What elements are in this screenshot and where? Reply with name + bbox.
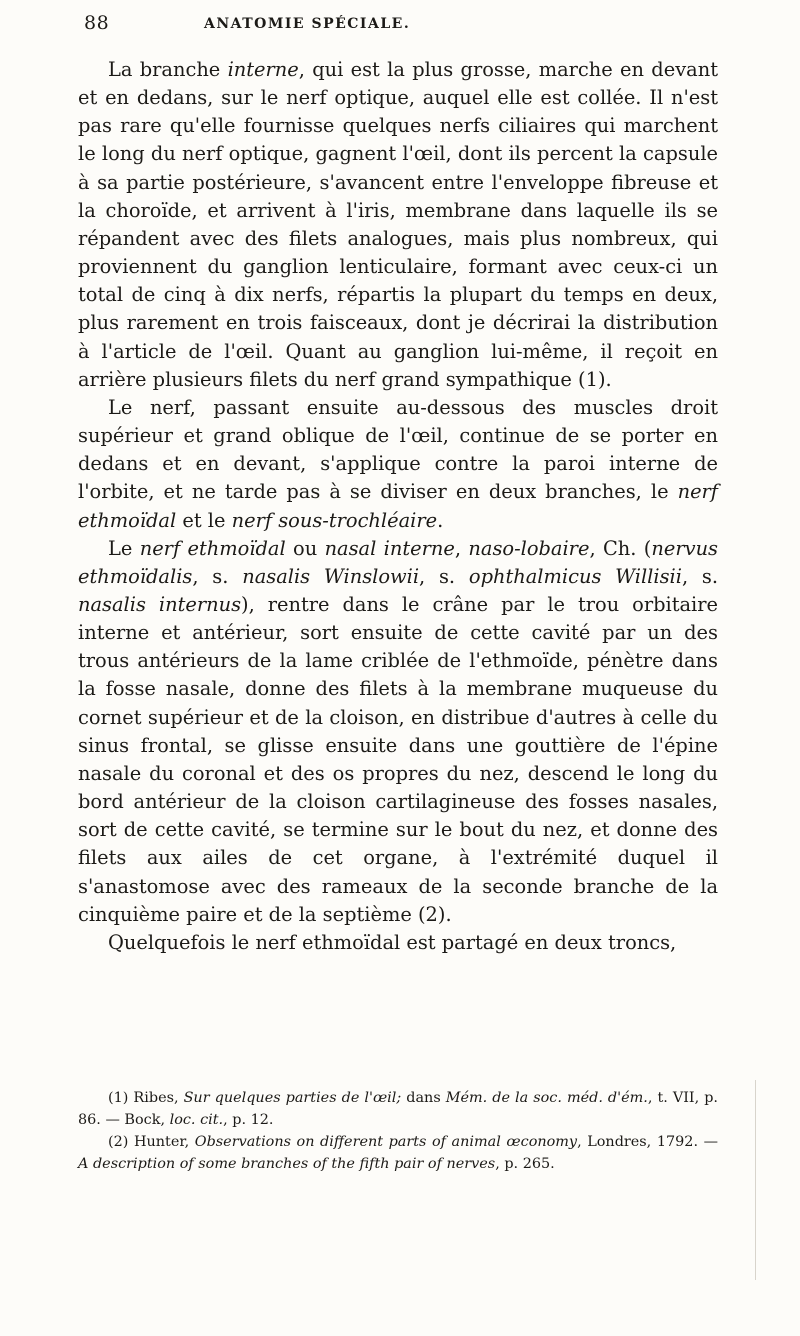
- text-run: ,: [454, 536, 469, 560]
- footnotes: [78, 1087, 718, 1175]
- text-run: , qui est la plus grosse, marche en devant et en dedans, sur le nerf optique, auquel elle est collée. Il n'est pas rare qu'elle fournisse quelques nerfs ciliaires qui marchent le long du nerf optique, gagnent l'œil, dont ils percent la capsule à sa partie postérieure, s'avancent entre l'enveloppe fibreuse et la choroïde, et arrivent à l'iris, membrane dans laquelle ils se répandent avec des filets analogues, mais plus nombreux, qui proviennent du ganglion lenticulaire, formant avec ceux-ci un total de cinq à dix nerfs, répartis la plupart du temps en deux, plus rarement en trois faisceaux, dont je décrirai la distribution à l'article de l'œil. Quant au ganglion lui-même, il reçoit en arrière plusieurs filets du nerf grand sympathique (1).: [78, 58, 718, 391]
- text-run: , s.: [192, 564, 243, 588]
- paragraph: [78, 394, 718, 535]
- text-run: (1) Ribes,: [108, 1090, 184, 1106]
- paragraph: [78, 56, 718, 394]
- italic-text: nasal interne: [324, 536, 455, 560]
- text-run: .: [437, 508, 444, 532]
- paragraph: [78, 929, 718, 957]
- text-run: Le nerf, passant ensuite au-dessous des muscles droit supérieur et grand oblique de l'œil, continue de se porter en dedans et en devant, s'applique contre la paroi interne de l'orbite, et ne tarde pas à se diviser en deux branches, le: [78, 395, 718, 504]
- footnote: [78, 1131, 718, 1175]
- text-run: , Londres, 1792. —: [577, 1134, 718, 1150]
- italic-text: interne: [227, 58, 299, 81]
- italic-text: Sur quelques parties de l'œil;: [183, 1090, 402, 1106]
- text-run: Quelquefois le nerf ethmoïdal est partagé en deux troncs,: [108, 930, 677, 954]
- italic-text: A description of some branches of the fifth pair of nerves: [78, 1156, 496, 1172]
- italic-text: nerf ethmoïdal: [78, 480, 718, 532]
- text-run: , s.: [419, 564, 469, 588]
- italic-text: Mém. de la soc. méd. d'ém.: [445, 1090, 648, 1106]
- text-run: , t. VII, p. 86. — Bock,: [78, 1090, 718, 1128]
- page-header: [84, 12, 724, 42]
- text-run: ou: [285, 536, 325, 560]
- italic-text: nerf ethmoïdal: [139, 536, 286, 560]
- text-run: (2) Hunter,: [108, 1134, 195, 1150]
- running-title: ANATOMIE SPÉCIALE.: [204, 16, 411, 32]
- italic-text: naso-lobaire: [468, 536, 590, 560]
- paragraph: [78, 535, 718, 929]
- text-run: dans: [401, 1090, 446, 1106]
- text-run: , p. 12.: [223, 1112, 274, 1128]
- text-run: , p. 265.: [495, 1156, 555, 1172]
- text-run: , Ch. (: [589, 536, 652, 560]
- page-number: 88: [84, 12, 110, 34]
- italic-text: nasalis internus: [78, 592, 242, 616]
- italic-text: nervus ethmoïdalis: [78, 536, 719, 588]
- text-run: , s.: [681, 564, 719, 588]
- italic-text: nasalis Winslowii: [242, 564, 420, 588]
- margin-line: [755, 1080, 762, 1280]
- italic-text: nerf sous-trochléaire: [231, 508, 438, 532]
- footnote: [78, 1087, 718, 1131]
- text-run: et le: [176, 508, 232, 532]
- text-run: Le: [108, 536, 140, 560]
- italic-text: ophthalmicus Willisii: [468, 564, 682, 588]
- italic-text: loc. cit.: [169, 1112, 224, 1128]
- text-run: ), rentre dans le crâne par le trou orbitaire interne et antérieur, sort ensuite de cette cavité par un des trous antérieurs de la lame criblée de l'ethmoïde, pénètre dans la fosse nasale, donne des filets à la membrane muqueuse du cornet supérieur et de la cloison, en distribue d'autres à celle du sinus frontal, se glisse ensuite dans une gouttière de l'épine nasale du coronal et des os propres du nez, descend le long du bord antérieur de la cloison cartilagineuse des fosses nasales, sort de cette cavité, se termine sur le bout du nez, et donne des filets aux ailes de cet organe, à l'extrémité duquel il s'anastomose avec des rameaux de la seconde branche de la cinquième paire et de la septième (2).: [78, 592, 719, 926]
- body-text: [78, 56, 718, 957]
- italic-text: Observations on different parts of animal œconomy: [194, 1134, 578, 1150]
- text-run: La branche: [108, 58, 228, 81]
